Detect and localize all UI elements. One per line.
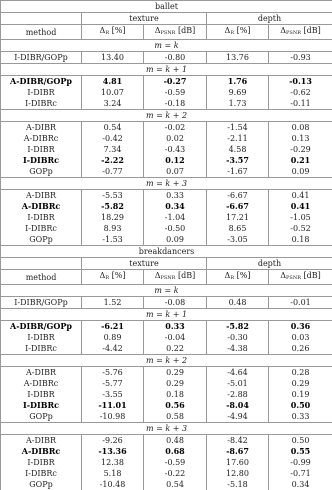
value-cell: -8.67 [207, 446, 269, 457]
metric-header [207, 25, 269, 40]
block-label: m = k + 1 [1, 309, 332, 321]
value-cell: 0.18 [144, 389, 207, 400]
value-cell: 0.36 [269, 321, 332, 333]
value-cell: 4.81 [82, 76, 144, 88]
metric-symbol: Δ [280, 271, 286, 280]
value-cell: -1.53 [82, 234, 144, 246]
value-cell: -0.13 [269, 76, 332, 88]
table-row [1, 122, 332, 134]
method-cell: A-DIBRc [1, 201, 82, 212]
value-cell: -0.27 [144, 76, 207, 88]
value-cell: 0.21 [269, 155, 332, 166]
method-cell: I-DIBR [1, 457, 82, 468]
value-cell: -0.02 [144, 122, 207, 134]
value-cell: 0.07 [144, 166, 207, 178]
block-label: m = k [1, 285, 332, 297]
group-header-row [1, 258, 332, 270]
value-cell: -8.04 [207, 400, 269, 411]
value-cell: -4.94 [207, 411, 269, 423]
value-cell: 0.33 [269, 411, 332, 423]
value-cell: 10.07 [82, 87, 144, 98]
value-cell: 3.24 [82, 98, 144, 110]
value-cell: -5.82 [82, 201, 144, 212]
method-cell: A-DIBR/GOPp [1, 321, 82, 333]
column-header-row [1, 270, 332, 285]
table-row [1, 389, 332, 400]
section-title-row [1, 1, 332, 13]
table-row [1, 133, 332, 144]
method-cell: GOPp [1, 166, 82, 178]
section-title-row [1, 246, 332, 258]
table-row [1, 87, 332, 98]
block-label-row [1, 423, 332, 435]
value-cell: 0.41 [269, 201, 332, 212]
value-cell: -0.30 [207, 332, 269, 343]
block-label-row [1, 40, 332, 52]
value-cell: -0.59 [144, 457, 207, 468]
table-row [1, 411, 332, 423]
block-label-row [1, 355, 332, 367]
value-cell: 0.19 [269, 389, 332, 400]
value-cell: 7.34 [82, 144, 144, 155]
metric-unit: [%] [234, 26, 250, 35]
value-cell: 13.40 [82, 52, 144, 64]
section-title: breakdancers [1, 246, 332, 258]
metric-unit: [dB] [175, 26, 195, 35]
value-cell: 0.55 [269, 446, 332, 457]
block-label: m = k + 2 [1, 110, 332, 122]
metric-symbol: Δ [155, 26, 161, 35]
block-label: m = k + 2 [1, 355, 332, 367]
method-cell: I-DIBRc [1, 155, 82, 166]
value-cell: -1.54 [207, 122, 269, 134]
block-label-row [1, 285, 332, 297]
method-cell: A-DIBR/GOPp [1, 76, 82, 88]
method-cell: I-DIBRc [1, 223, 82, 234]
table-row [1, 332, 332, 343]
value-cell: 0.41 [269, 190, 332, 202]
method-cell: A-DIBR [1, 435, 82, 447]
value-cell: -6.67 [207, 190, 269, 202]
table-row [1, 201, 332, 212]
value-cell: -0.01 [269, 297, 332, 309]
value-cell: 5.18 [82, 468, 144, 479]
value-cell: 12.80 [207, 468, 269, 479]
value-cell: -2.22 [82, 155, 144, 166]
value-cell: -3.05 [207, 234, 269, 246]
table-row [1, 435, 332, 447]
table-row [1, 446, 332, 457]
method-cell: I-DIBR/GOPp [1, 297, 82, 309]
header-spacer [1, 258, 82, 270]
metric-header [269, 270, 332, 285]
method-cell: I-DIBR [1, 144, 82, 155]
value-cell: 0.22 [144, 343, 207, 355]
value-cell: -0.93 [269, 52, 332, 64]
value-cell: -6.67 [207, 201, 269, 212]
block-label: m = k + 3 [1, 178, 332, 190]
value-cell: 0.56 [144, 400, 207, 411]
value-cell: -1.67 [207, 166, 269, 178]
value-cell: -5.18 [207, 479, 269, 490]
metric-symbol: Δ [100, 26, 106, 35]
value-cell: 0.68 [144, 446, 207, 457]
value-cell: 0.09 [269, 166, 332, 178]
metric-unit: [%] [109, 271, 125, 280]
table-row [1, 343, 332, 355]
table-row [1, 144, 332, 155]
value-cell: -1.05 [269, 212, 332, 223]
value-cell: -0.80 [144, 52, 207, 64]
section-title: ballet [1, 1, 332, 13]
method-cell: A-DIBR [1, 367, 82, 379]
value-cell: -0.52 [269, 223, 332, 234]
metric-header [144, 25, 207, 40]
value-cell: -0.50 [144, 223, 207, 234]
block-label: m = k + 3 [1, 423, 332, 435]
value-cell: 0.09 [144, 234, 207, 246]
value-cell: 1.76 [207, 76, 269, 88]
value-cell: 0.34 [144, 201, 207, 212]
value-cell: 0.54 [144, 479, 207, 490]
method-header: method [1, 25, 82, 40]
group-header-0: texture [82, 13, 207, 25]
value-cell: 0.26 [269, 343, 332, 355]
value-cell: 0.50 [269, 435, 332, 447]
value-cell: -0.59 [144, 87, 207, 98]
value-cell: -2.88 [207, 389, 269, 400]
value-cell: 0.12 [144, 155, 207, 166]
method-cell: I-DIBRc [1, 343, 82, 355]
table-row [1, 321, 332, 333]
method-cell: A-DIBRc [1, 378, 82, 389]
metric-header [207, 270, 269, 285]
value-cell: 0.50 [269, 400, 332, 411]
value-cell: -0.08 [144, 297, 207, 309]
value-cell: 0.33 [144, 190, 207, 202]
metric-subscript: R [105, 30, 109, 36]
value-cell: 17.60 [207, 457, 269, 468]
value-cell: 8.65 [207, 223, 269, 234]
group-header-0: texture [82, 258, 207, 270]
value-cell: -0.71 [269, 468, 332, 479]
method-cell: I-DIBRc [1, 468, 82, 479]
value-cell: 0.29 [144, 378, 207, 389]
results-table-body [1, 1, 332, 490]
value-cell: -2.11 [207, 133, 269, 144]
method-cell: I-DIBR [1, 87, 82, 98]
method-cell: A-DIBR [1, 122, 82, 134]
value-cell: 13.76 [207, 52, 269, 64]
group-header-row [1, 13, 332, 25]
block-label-row [1, 309, 332, 321]
table-row [1, 76, 332, 88]
method-cell: I-DIBR/GOPp [1, 52, 82, 64]
value-cell: -5.76 [82, 367, 144, 379]
metric-header [269, 25, 332, 40]
value-cell: 18.29 [82, 212, 144, 223]
method-cell: GOPp [1, 479, 82, 490]
block-label-row [1, 110, 332, 122]
block-label: m = k + 1 [1, 64, 332, 76]
table-row [1, 297, 332, 309]
value-cell: -11.01 [82, 400, 144, 411]
metric-unit: [dB] [301, 26, 321, 35]
value-cell: -0.18 [144, 98, 207, 110]
value-cell: 0.48 [207, 297, 269, 309]
metric-header [82, 25, 144, 40]
value-cell: 1.73 [207, 98, 269, 110]
value-cell: -5.82 [207, 321, 269, 333]
table-row [1, 378, 332, 389]
value-cell: 0.29 [269, 378, 332, 389]
value-cell: -0.62 [269, 87, 332, 98]
value-cell: 0.89 [82, 332, 144, 343]
metric-subscript: PSNR [286, 30, 301, 36]
metric-unit: [%] [234, 271, 250, 280]
value-cell: 12.38 [82, 457, 144, 468]
metric-symbol: Δ [225, 271, 231, 280]
table-row [1, 479, 332, 490]
value-cell: 0.58 [144, 411, 207, 423]
method-header: method [1, 270, 82, 285]
table-row [1, 367, 332, 379]
value-cell: -0.42 [82, 133, 144, 144]
header-spacer [1, 13, 82, 25]
value-cell: 1.52 [82, 297, 144, 309]
method-cell: A-DIBRc [1, 446, 82, 457]
metric-symbol: Δ [155, 271, 161, 280]
value-cell: 0.08 [269, 122, 332, 134]
value-cell: -10.48 [82, 479, 144, 490]
method-cell: GOPp [1, 411, 82, 423]
table-row [1, 223, 332, 234]
table-row [1, 98, 332, 110]
value-cell: 0.48 [144, 435, 207, 447]
value-cell: -4.64 [207, 367, 269, 379]
value-cell: -5.77 [82, 378, 144, 389]
value-cell: 0.18 [269, 234, 332, 246]
table-row [1, 52, 332, 64]
method-cell: GOPp [1, 234, 82, 246]
table-row [1, 234, 332, 246]
metric-symbol: Δ [225, 26, 231, 35]
value-cell: 0.13 [269, 133, 332, 144]
value-cell: 0.03 [269, 332, 332, 343]
method-cell: A-DIBR [1, 190, 82, 202]
value-cell: 17.21 [207, 212, 269, 223]
value-cell: 0.34 [269, 479, 332, 490]
method-cell: I-DIBR [1, 389, 82, 400]
table-row [1, 400, 332, 411]
block-label-row [1, 64, 332, 76]
value-cell: -4.38 [207, 343, 269, 355]
value-cell: -10.98 [82, 411, 144, 423]
table-row [1, 212, 332, 223]
column-header-row [1, 25, 332, 40]
value-cell: -13.36 [82, 446, 144, 457]
block-label-row [1, 178, 332, 190]
table-row [1, 190, 332, 202]
value-cell: -0.99 [269, 457, 332, 468]
value-cell: 0.29 [144, 367, 207, 379]
metric-subscript: PSNR [161, 30, 176, 36]
value-cell: -0.11 [269, 98, 332, 110]
metric-symbol: Δ [280, 26, 286, 35]
metric-symbol: Δ [100, 271, 106, 280]
metric-subscript: R [230, 275, 234, 281]
value-cell: 0.33 [144, 321, 207, 333]
metric-unit: [dB] [175, 271, 195, 280]
metric-unit: [dB] [301, 271, 321, 280]
metric-header [144, 270, 207, 285]
metric-subscript: PSNR [286, 275, 301, 281]
value-cell: 9.69 [207, 87, 269, 98]
value-cell: -5.53 [82, 190, 144, 202]
value-cell: -9.26 [82, 435, 144, 447]
metric-subscript: PSNR [161, 275, 176, 281]
method-cell: I-DIBRc [1, 98, 82, 110]
metric-header [82, 270, 144, 285]
value-cell: -0.04 [144, 332, 207, 343]
block-label: m = k [1, 40, 332, 52]
value-cell: -6.21 [82, 321, 144, 333]
table-row [1, 457, 332, 468]
metric-subscript: R [105, 275, 109, 281]
table-row [1, 155, 332, 166]
method-cell: A-DIBRc [1, 133, 82, 144]
value-cell: -0.29 [269, 144, 332, 155]
value-cell: -8.42 [207, 435, 269, 447]
value-cell: -5.01 [207, 378, 269, 389]
metric-unit: [%] [109, 26, 125, 35]
group-header-1: depth [207, 13, 332, 25]
value-cell: -1.04 [144, 212, 207, 223]
method-cell: I-DIBR [1, 212, 82, 223]
value-cell: -0.22 [144, 468, 207, 479]
value-cell: -3.55 [82, 389, 144, 400]
method-cell: I-DIBRc [1, 400, 82, 411]
group-header-1: depth [207, 258, 332, 270]
value-cell: 4.58 [207, 144, 269, 155]
value-cell: 8.93 [82, 223, 144, 234]
metric-subscript: R [230, 30, 234, 36]
value-cell: 0.02 [144, 133, 207, 144]
method-cell: I-DIBR [1, 332, 82, 343]
value-cell: 0.54 [82, 122, 144, 134]
value-cell: -4.42 [82, 343, 144, 355]
table-row [1, 166, 332, 178]
value-cell: -0.43 [144, 144, 207, 155]
value-cell: -0.77 [82, 166, 144, 178]
value-cell: -3.57 [207, 155, 269, 166]
value-cell: 0.28 [269, 367, 332, 379]
